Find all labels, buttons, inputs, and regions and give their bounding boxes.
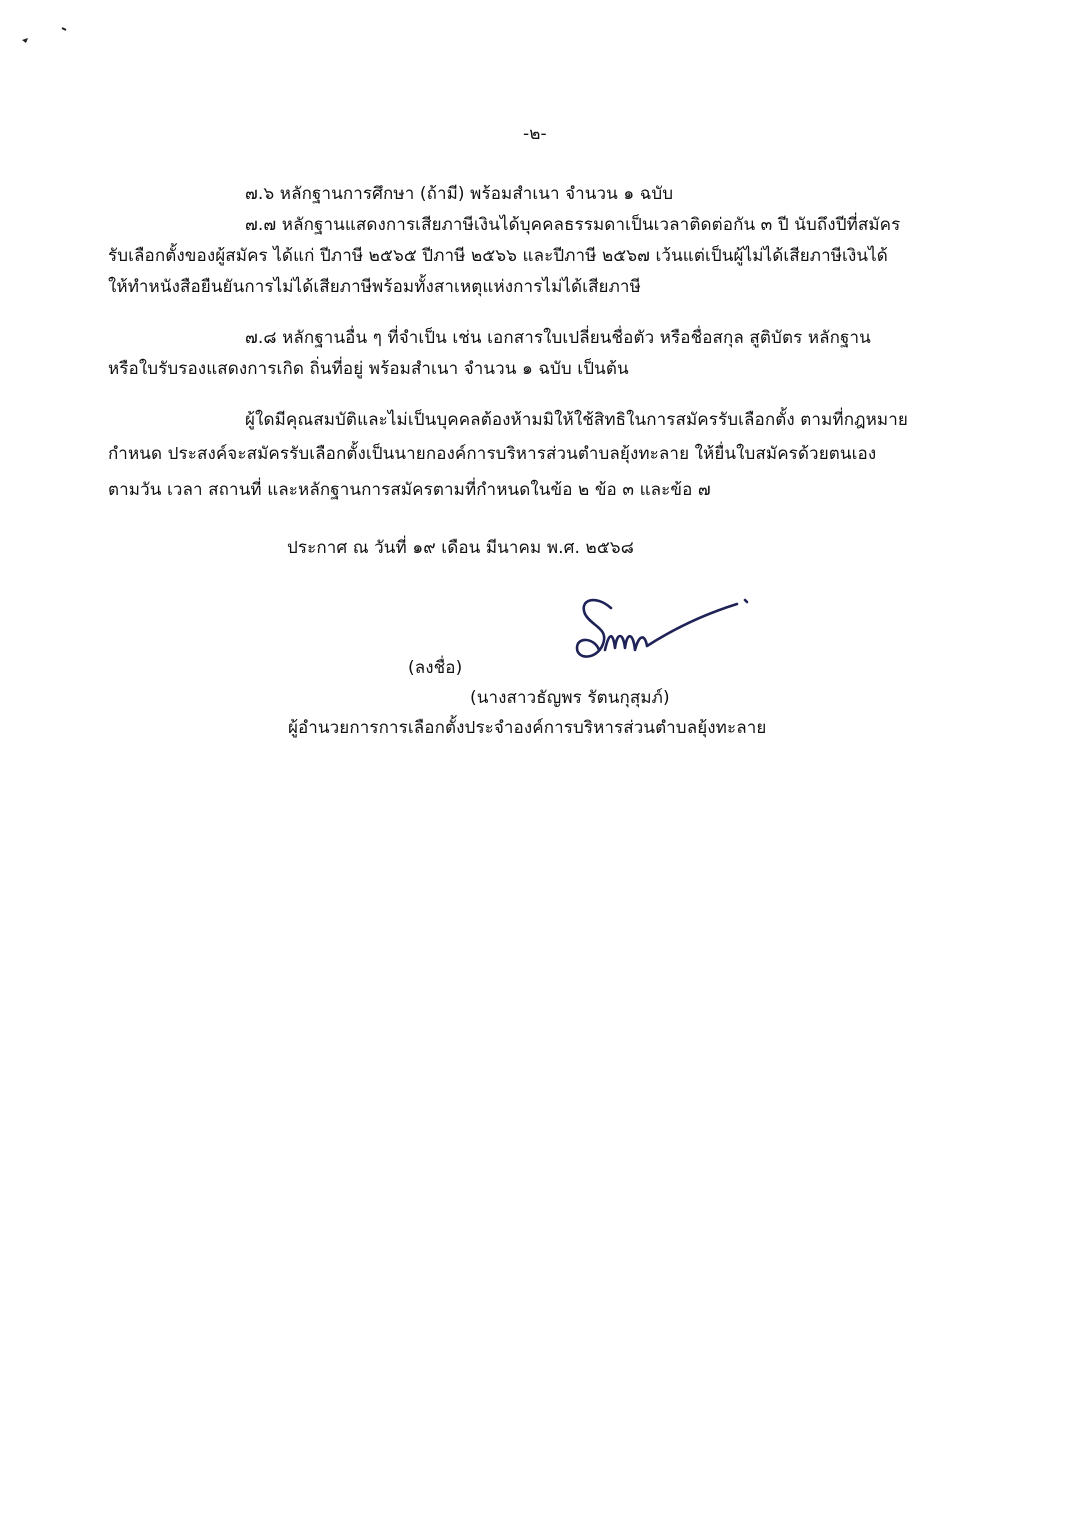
item-7-8-line-2: หรือใบรับรองแสดงการเกิด ถิ่นที่อยู่ พร้อมสำเนา จำนวน ๑ ฉบับ เป็นต้น xyxy=(108,359,629,379)
item-7-7-line-3: ให้ทำหนังสือยืนยันการไม่ได้เสียภาษีพร้อมทั้งสาเหตุแห่งการไม่ได้เสียภาษี xyxy=(108,277,641,297)
handwritten-signature-icon xyxy=(565,588,765,678)
closing-paragraph-line-1: ผู้ใดมีคุณสมบัติและไม่เป็นบุคคลต้องห้ามมิให้ใช้สิทธิในการสมัครรับเลือกตั้ง ตามที่กฎหมาย xyxy=(245,410,908,430)
item-7-7-line-1: ๗.๗ หลักฐานแสดงการเสียภาษีเงินได้บุคคลธรรมดาเป็นเวลาติดต่อกัน ๓ ปี นับถึงปีที่สมัคร xyxy=(245,215,901,235)
signature-label: (ลงชื่อ) xyxy=(408,658,463,678)
closing-paragraph-line-2: กำหนด ประสงค์จะสมัครรับเลือกตั้งเป็นนายกองค์การบริหารส่วนตำบลยุ้งทะลาย ให้ยื่นใบสมัครด้วยตนเอง xyxy=(108,444,877,464)
scan-speck-marks xyxy=(18,22,78,52)
item-7-6: ๗.๖ หลักฐานการศึกษา (ถ้ามี) พร้อมสำเนา จำนวน ๑ ฉบับ xyxy=(245,184,674,204)
announcement-date: ประกาศ ณ วันที่ ๑๙ เดือน มีนาคม พ.ศ. ๒๕๖๘ xyxy=(287,538,634,558)
item-7-8-line-1: ๗.๘ หลักฐานอื่น ๆ ที่จำเป็น เช่น เอกสารใบเปลี่ยนชื่อตัว หรือชื่อสกุล สูติบัตร หลักฐาน xyxy=(245,328,871,348)
signer-title: ผู้อำนวยการการเลือกตั้งประจำองค์การบริหารส่วนตำบลยุ้งทะลาย xyxy=(288,718,767,738)
closing-paragraph-line-3: ตามวัน เวลา สถานที่ และหลักฐานการสมัครตามที่กำหนดในข้อ ๒ ข้อ ๓ และข้อ ๗ xyxy=(108,480,711,500)
signer-name: (นางสาวธัญพร รัตนกุสุมภ์) xyxy=(470,688,670,708)
page-number: -๒- xyxy=(523,124,547,144)
item-7-7-line-2: รับเลือกตั้งของผู้สมัคร ได้แก่ ปีภาษี ๒๕๖๕ ปีภาษี ๒๕๖๖ และปีภาษี ๒๕๖๗ เว้นแต่เป็นผู้ไม่ได้เสียภาษีเงินได้ xyxy=(108,246,888,266)
